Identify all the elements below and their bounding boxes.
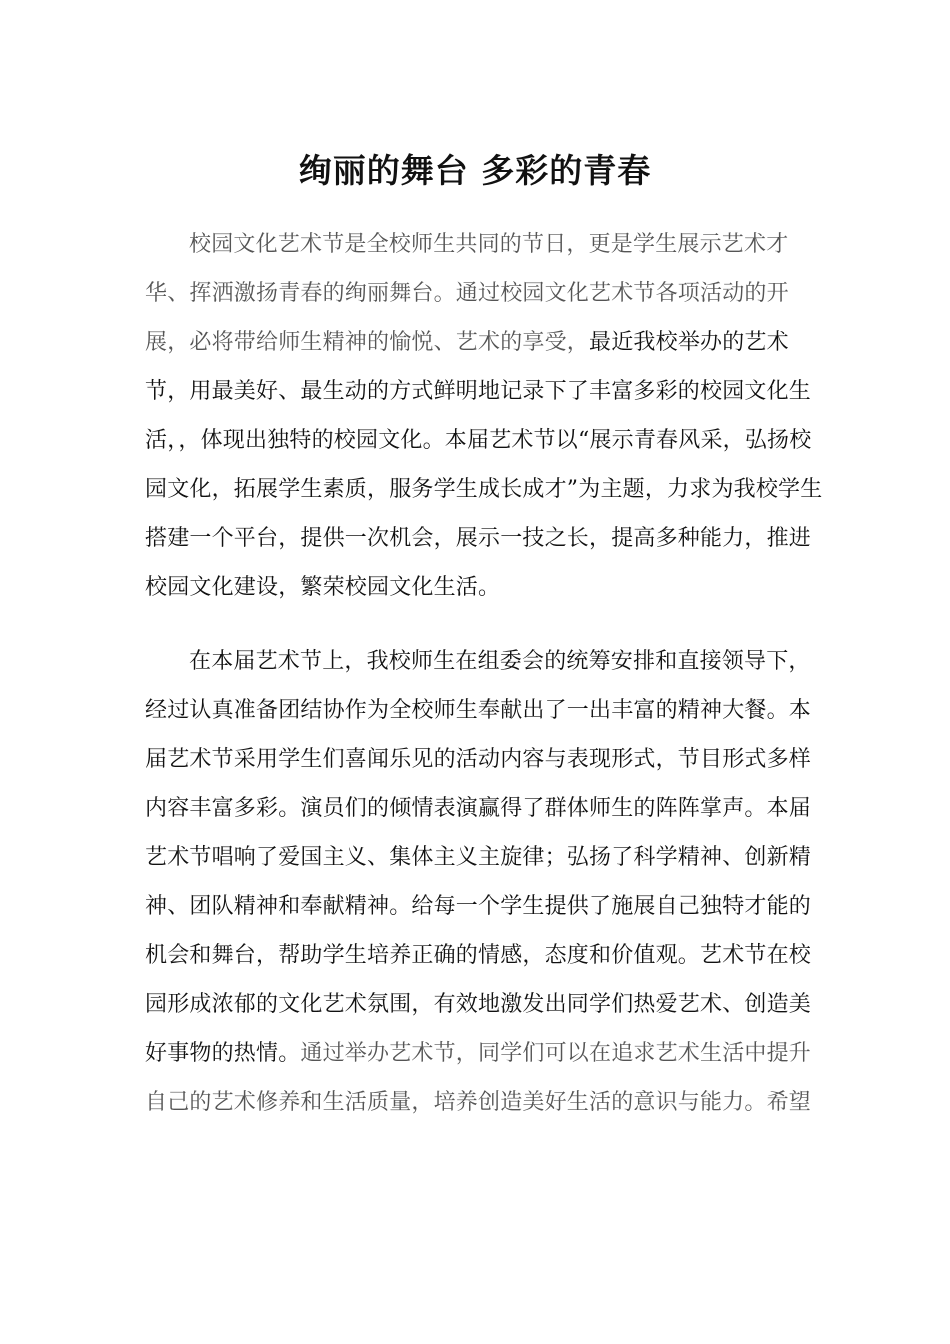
paragraph-1-segment-2: 最近我校举办的艺术节，用最美好、最生动的方式鲜明地记录下了丰富多彩的校园文化生活，，体现出独特的校园文化。本届艺术节以“展示青春风采，弘扬校园文化，拓展学生素质，服务学生成长成才”为主题，力求为我校学生搭建一个平台，提供一次机会，展示一技之长，提高多种能力，推进校园文化建设，繁荣校园文化生活。 [145, 330, 823, 600]
paragraph-2-segment-2: 通过举办艺术节，同学们可以在追求艺术生活中提升自己的艺术修养和生活质量，培养创造美好生活的意识与能力。希望 [145, 1041, 812, 1115]
paragraph-1-segment-1: 校园文化艺术节是全校师生共同的节日，更是学生展示艺术才华、挥洒激扬青春的绚丽舞台。通过校园文化艺术节各项活动的开展，必将带给师生精神的愉悦、艺术的享受， [145, 232, 789, 355]
paragraph-2 [145, 637, 831, 1127]
document-title: 绚丽的舞台 多彩的青春 [298, 151, 652, 191]
paragraph-1 [145, 220, 831, 612]
paragraph-2-segment-1: 在本届艺术节上，我校师生在组委会的统筹安排和直接领导下，经过认真准备团结协作为全校师生奉献出了一出丰富的精神大餐。本届艺术节采用学生们喜闻乐见的活动内容与表现形式，节目形式多样内容丰富多彩。演员们的倾情表演赢得了群体师生的阵阵掌声。本届艺术节唱响了爱国主义、集体主义主旋律；弘扬了科学精神、创新精神、团队精神和奉献精神。给每一个学生提供了施展自己独特才能的机会和舞台，帮助学生培养正确的情感，态度和价值观。艺术节在校园形成浓郁的文化艺术氛围，有效地激发出同学们热爱艺术、创造美好事物的热情。 [145, 649, 812, 1066]
